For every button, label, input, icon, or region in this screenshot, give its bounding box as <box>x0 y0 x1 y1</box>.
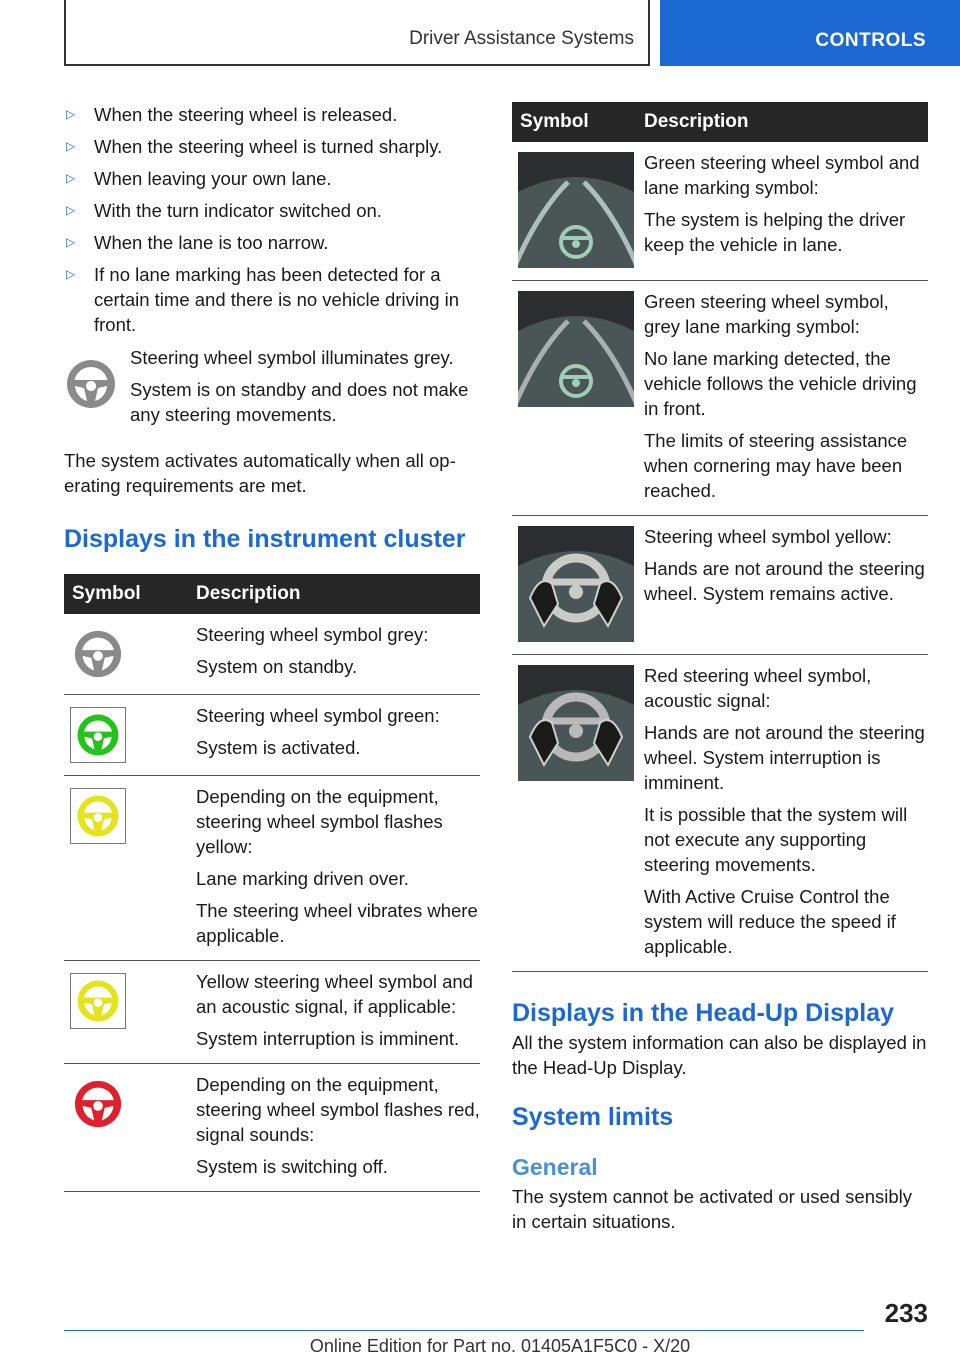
head-up-display-heading: Displays in the Head-Up Display <box>512 999 895 1027</box>
system-limits-heading: System limits <box>512 1103 674 1131</box>
left-column <box>64 102 480 1192</box>
table-row: Steering wheel symbol yellow: Hands are not around the steering wheel. System remains active. <box>512 516 928 655</box>
steering-wheel-grey-icon <box>70 626 126 682</box>
steering-wheel-red-icon <box>70 1076 126 1132</box>
triangle-bullet-icon: ▷ <box>66 107 76 121</box>
page-number: 233 <box>884 1298 928 1328</box>
general-paragraph: The system cannot be activated or used sensibly in certain situations. <box>512 1186 913 1232</box>
steering-wheel-grey-icon <box>64 345 130 434</box>
triangle-bullet-icon: ▷ <box>66 171 76 185</box>
list-item: ▷ With the turn indicator switched on. <box>66 200 382 221</box>
cluster-green-wheel-green-lanes-icon <box>518 152 634 268</box>
header-chapter-tab <box>660 0 960 66</box>
description-column-header: Description <box>188 574 480 614</box>
instrument-cluster-heading: Displays in the instrument cluster <box>64 525 466 553</box>
steering-wheel-yellow-icon <box>70 788 126 844</box>
table-row: Depending on the equipment, steering wheel symbol flashes yellow: Lane marking driven over. The steering wheel vibrates where applicable. <box>64 776 480 961</box>
list-item: ▷ If no lane marking has been detected for a certain time and there is no vehicle driving in front. <box>66 264 460 335</box>
table-row: Green steering wheel symbol, grey lane marking symbol: No lane marking detected, the vehicle follows the vehicle driving in front. The limits of steering assistance when cornering may have been reached. <box>512 281 928 516</box>
triangle-bullet-icon: ▷ <box>66 235 76 249</box>
symbol-column-header: Symbol <box>512 102 636 142</box>
table-row: Yellow steering wheel symbol and an acoustic signal, if applicable: System interruption is imminent. <box>64 961 480 1064</box>
triangle-bullet-icon: ▷ <box>66 203 76 217</box>
table-row: Depending on the equipment, steering wheel symbol flashes red, signal sounds: System is switching off. <box>64 1064 480 1192</box>
cluster-green-wheel-grey-lanes-icon <box>518 291 634 407</box>
table-row: Red steering wheel symbol, acoustic signal: Hands are not around the steering wheel. System interruption is imminent. It is possible that the system will not execute any supporting steering movements. With Active Cruise Control the system will reduce the speed if applicable. <box>512 655 928 972</box>
list-item: ▷ When the lane is too narrow. <box>66 232 329 253</box>
table-row: Steering wheel symbol green: System is activated. <box>64 695 480 776</box>
section-title: Driver Assistance Systems <box>409 28 634 49</box>
description-column-header: Description <box>636 102 928 142</box>
list-item: ▷ When the steering wheel is released. <box>66 104 398 125</box>
list-item: ▷ When leaving your own lane. <box>66 168 332 189</box>
header-section-box <box>64 0 650 66</box>
steering-wheel-green-icon <box>70 707 126 763</box>
cluster-symbol-table <box>64 574 480 1192</box>
condition-list <box>64 102 480 337</box>
symbol-column-header: Symbol <box>64 574 188 614</box>
triangle-bullet-icon: ▷ <box>66 139 76 153</box>
cluster-display-table <box>512 102 928 972</box>
chapter-title: CONTROLS <box>815 30 926 51</box>
table-row: Steering wheel symbol grey: System on standby. <box>64 614 480 695</box>
general-heading: General <box>512 1154 598 1180</box>
cluster-yellow-hands-wheel-icon <box>518 526 634 642</box>
right-column <box>512 102 928 1234</box>
steering-wheel-yellow-acoustic-icon <box>70 973 126 1029</box>
footer-divider <box>64 1330 864 1331</box>
cluster-red-hands-wheel-icon <box>518 665 634 781</box>
table-row: Green steering wheel symbol and lane marking symbol: The system is helping the driver keep the vehicle in lane. <box>512 142 928 281</box>
triangle-bullet-icon: ▷ <box>66 267 76 281</box>
note-line: System is on standby and does not make any steering movements. <box>130 379 469 425</box>
edition-footer: Online Edition for Part no. 01405A1F5C0 - X/20 <box>309 1336 691 1356</box>
activation-paragraph: The system activates automatically when all operating requirements are met. <box>64 450 456 496</box>
list-item: ▷ When the steering wheel is turned sharply. <box>66 136 443 157</box>
hud-paragraph: All the system information can also be displayed in the Head-Up Display. <box>512 1032 927 1078</box>
standby-note <box>64 345 480 434</box>
note-line: Steering wheel symbol illuminates grey. <box>130 347 454 368</box>
